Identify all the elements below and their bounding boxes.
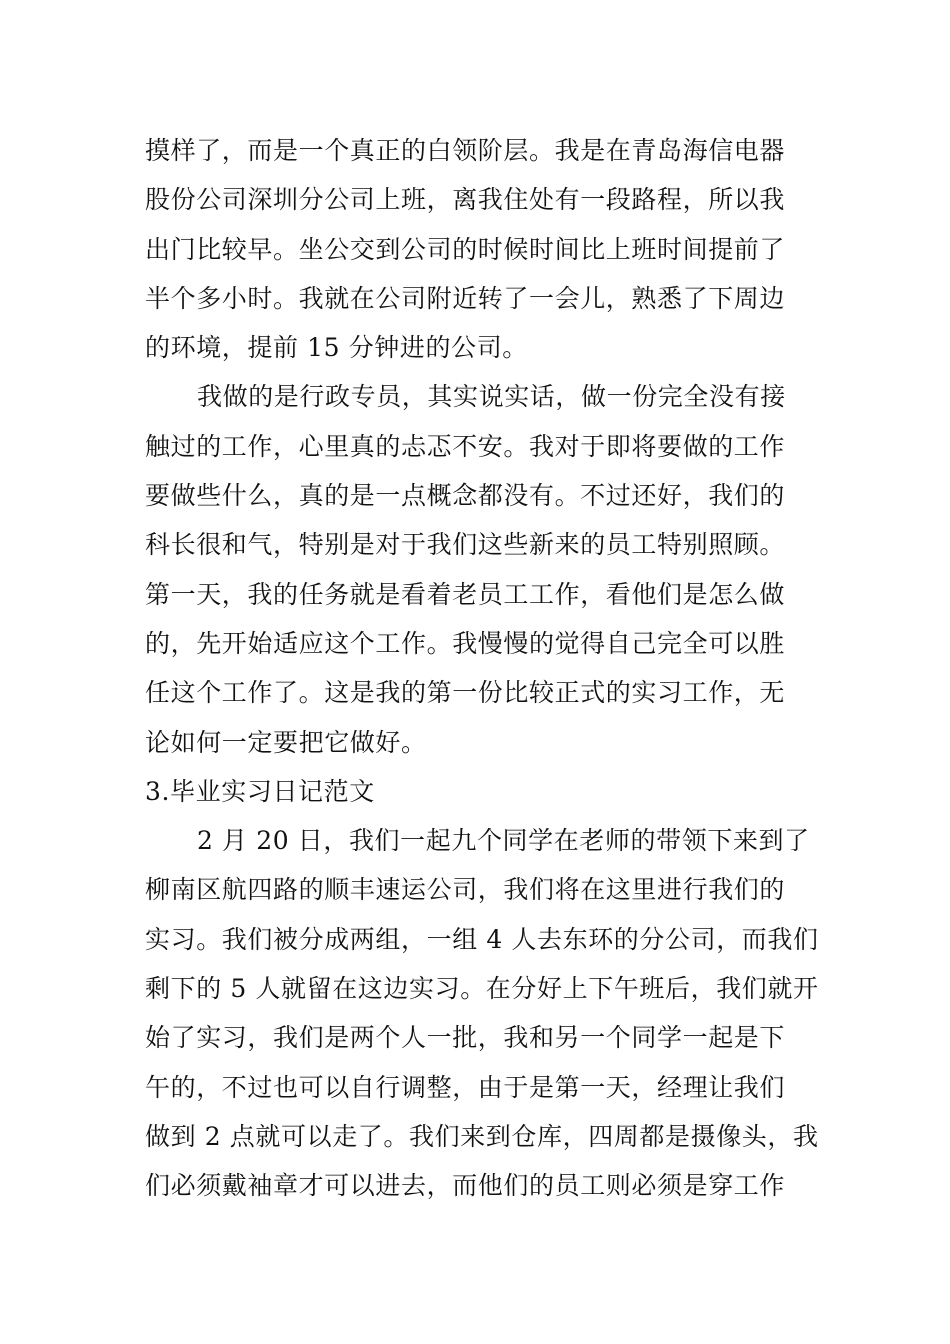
text-line-4: 半个多小时。我就在公司附近转了一会儿，熟悉了下周边: [145, 283, 786, 313]
section-heading: 3.毕业实习日记范文: [145, 776, 375, 806]
text-line-7: 触过的工作，心里真的忐忑不安。我对于即将要做的工作: [145, 431, 786, 461]
document-body: [145, 126, 819, 1211]
text-line-9: 科长很和气，特别是对于我们这些新来的员工特别照顾。: [145, 530, 786, 560]
text-line-11: 的，先开始适应这个工作。我慢慢的觉得自己完全可以胜: [145, 628, 786, 658]
text-line-19: 始了实习，我们是两个人一批，我和另一个同学一起是下: [145, 1023, 786, 1053]
text-line-12: 任这个工作了。这是我的第一份比较正式的实习工作，无: [145, 678, 786, 708]
text-line-17: 实习。我们被分成两组，一组 4 人去东环的分公司，而我们: [145, 924, 819, 954]
text-line-6: 我做的是行政专员，其实说实话，做一份完全没有接: [197, 382, 786, 412]
text-line-22: 们必须戴袖章才可以进去，而他们的员工则必须是穿工作: [145, 1171, 786, 1201]
text-line-1: 摸样了，而是一个真正的白领阶层。我是在青岛海信电器: [145, 136, 786, 165]
text-line-2: 股份公司深圳分公司上班，离我住处有一段路程，所以我: [145, 185, 786, 215]
text-line-8: 要做些什么，真的是一点概念都没有。不过还好，我们的: [145, 481, 786, 511]
text-line-10: 第一天，我的任务就是看着老员工工作，看他们是怎么做: [145, 579, 786, 609]
text-line-13: 论如何一定要把它做好。: [145, 727, 427, 757]
text-line-3: 出门比较早。坐公交到公司的时候时间比上班时间提前了: [145, 234, 786, 264]
text-line-21: 做到 2 点就可以走了。我们来到仓库，四周都是摄像头，我: [145, 1121, 819, 1151]
text-line-18: 剩下的 5 人就留在这边实习。在分好上下午班后，我们就开: [145, 974, 819, 1004]
text-line-5: 的环境，提前 15 分钟进的公司。: [145, 333, 528, 363]
text-line-15: 2 月 20 日，我们一起九个同学在老师的带领下来到了: [197, 826, 810, 856]
text-line-20: 午的，不过也可以自行调整，由于是第一天，经理让我们: [145, 1072, 786, 1102]
text-line-16: 柳南区航四路的顺丰速运公司，我们将在这里进行我们的: [145, 875, 786, 905]
